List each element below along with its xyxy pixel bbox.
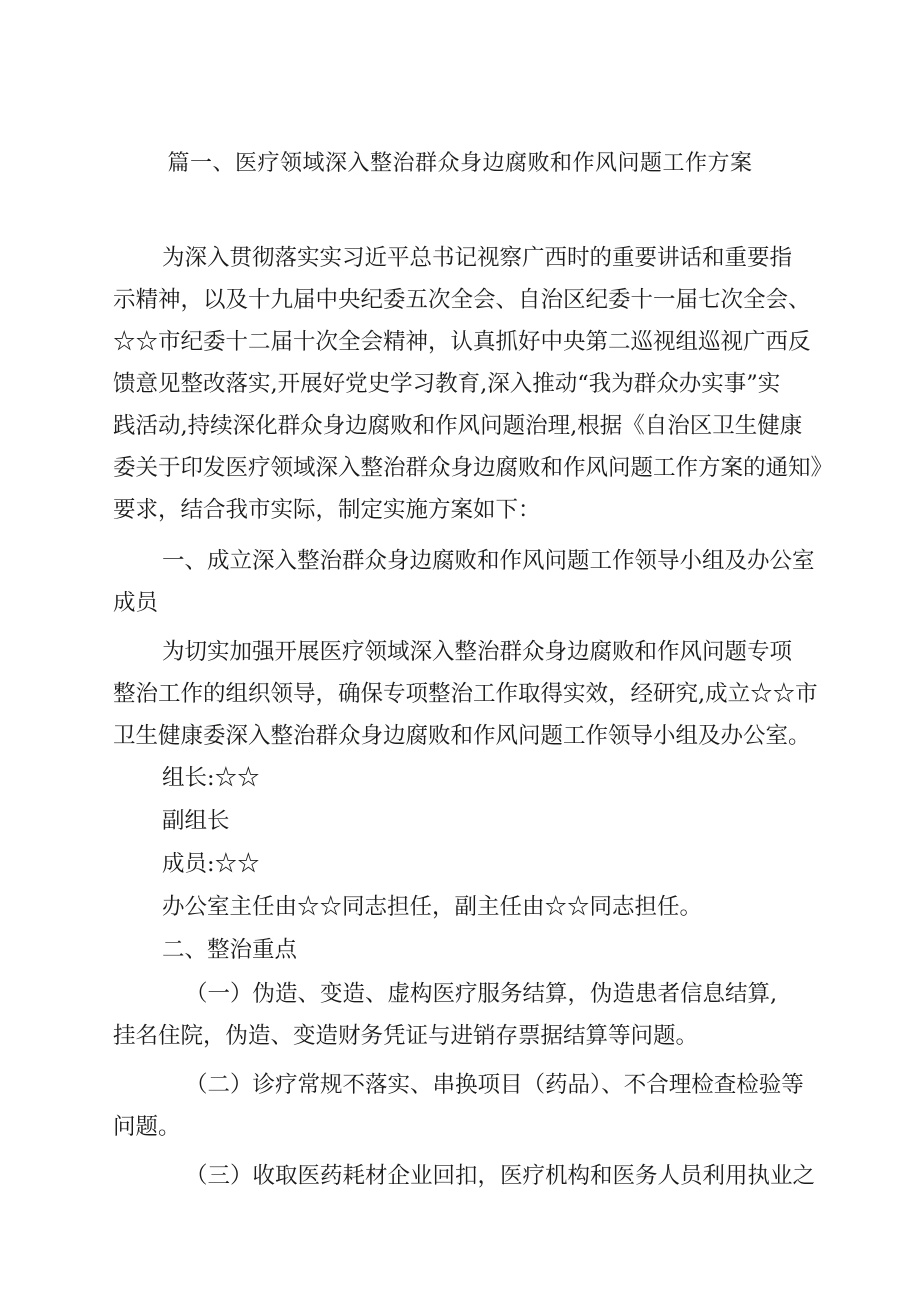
paragraph-line: 整治工作的组织领导，确保专项整治工作取得实效，经研究,成立☆☆市 xyxy=(113,681,818,707)
paragraph-line: 委关于印发医疗领域深入整治群众身边腐败和作风问题工作方案的通知》 xyxy=(113,455,834,481)
document-title: 篇一、医疗领域深入整治群众身边腐败和作风问题工作方案 xyxy=(167,151,753,176)
leader-line: 组长:☆☆ xyxy=(162,765,260,791)
deputy-leader-line: 副组长 xyxy=(162,808,230,834)
paragraph-line: 为深入贯彻落实实习近平总书记视察广西时的重要讲话和重要指 xyxy=(162,245,793,271)
list-item-1-cont: 挂名住院，伪造、变造财务凭证与进销存票据结算等问题。 xyxy=(113,1023,699,1049)
section-heading-1-cont: 成员 xyxy=(113,590,159,616)
list-item-3: （三）收取医药耗材企业回扣，医疗机构和医务人员利用执业之 xyxy=(185,1163,816,1189)
paragraph-line: 为切实加强开展医疗领域深入整治群众身边腐败和作风问题专项 xyxy=(162,639,793,665)
list-item-1: （一）伪造、变造、虚构医疗服务结算，伪造患者信息结算, xyxy=(185,981,778,1007)
paragraph-line: 要求，结合我市实际，制定实施方案如下： xyxy=(113,497,541,523)
section-heading-1: 一、成立深入整治群众身边腐败和作风问题工作领导小组及办公室 xyxy=(162,548,815,574)
section-heading-2: 二、整治重点 xyxy=(162,937,298,963)
paragraph-line: 示精神，以及十九届中央纪委五次全会、自治区纪委十一届七次全会、 xyxy=(113,287,811,313)
paragraph-line: ☆☆市纪委十二届十次全会精神，认真抓好中央第二巡视组巡视广西反 xyxy=(113,329,811,355)
members-line: 成员:☆☆ xyxy=(162,851,260,877)
office-director-line: 办公室主任由☆☆同志担任，副主任由☆☆同志担任。 xyxy=(162,894,703,920)
paragraph-line: 馈意见整改落实,开展好党史学习教育,深入推动“我为群众办实事”实 xyxy=(113,371,781,397)
list-item-2: （二）诊疗常规不落实、串换项目（药品）、不合理检查检验等 xyxy=(185,1072,804,1098)
paragraph-line: 践活动,持续深化群众身边腐败和作风问题治理,根据《自治区卫生健康 xyxy=(113,413,803,439)
list-item-2-cont: 问题。 xyxy=(113,1114,181,1140)
paragraph-line: 卫生健康委深入整治群众身边腐败和作风问题工作领导小组及办公室。 xyxy=(113,723,811,749)
